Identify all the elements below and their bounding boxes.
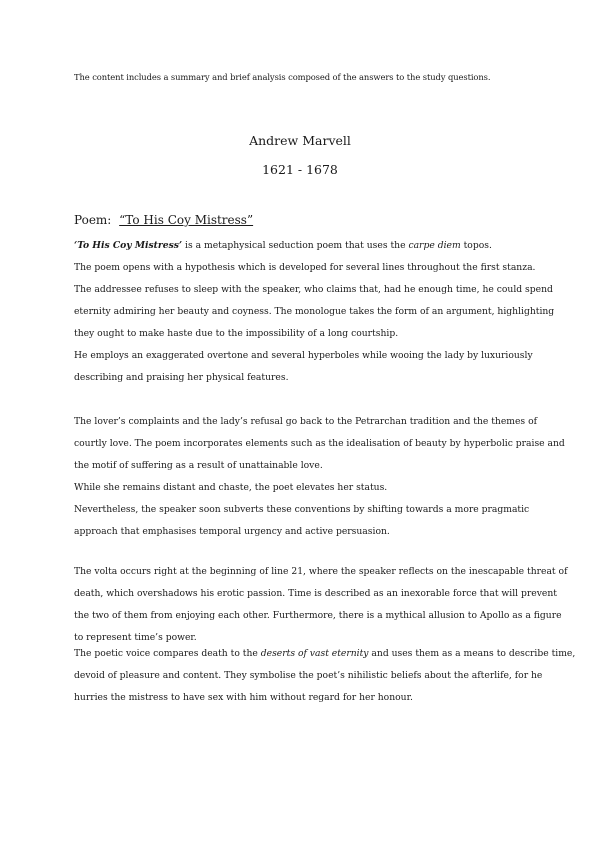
author-name: Andrew Marvell: [249, 133, 351, 148]
poem-title: “To His Coy Mistress”: [119, 213, 254, 227]
paragraph-3: [74, 561, 568, 649]
paragraph-line: death, which overshadows his erotic passion. Time is described as an inexorable force that will prevent: [74, 588, 557, 599]
poem-title-inline: ‘To His Coy Mistress’: [74, 240, 183, 251]
paragraph-line: The poem opens with a hypothesis which is developed for several lines throughout the first stanza.: [74, 262, 536, 273]
paragraph-2: [74, 411, 565, 543]
paragraph-line: describing and praising her physical features.: [74, 372, 289, 383]
author-dates: 1621 - 1678: [262, 162, 338, 177]
paragraph-4: [74, 643, 576, 709]
paragraph-line: While she remains distant and chaste, the poet elevates her status.: [74, 482, 388, 493]
paragraph-line: The lover’s complaints and the lady’s refusal go back to the Petrarchan tradition and the themes of: [74, 416, 537, 427]
paragraph-line: Nevertheless, the speaker soon subverts these conventions by shifting towards a more pragmatic: [74, 504, 530, 515]
deserts-term: deserts of vast eternity: [260, 648, 369, 659]
poem-label: Poem:: [74, 213, 112, 227]
paragraph-line: ‘To His Coy Mistress’ is a metaphysical seduction poem that uses the carpe diem topos.: [74, 240, 492, 251]
paragraph-line: eternity admiring her beauty and coyness. The monologue takes the form of an argument, highlighting: [74, 306, 555, 317]
paragraph-line: devoid of pleasure and content. They symbolise the poet’s nihilistic beliefs about the afterlife, for he: [74, 670, 543, 681]
paragraph-line: the two of them from enjoying each other. Furthermore, there is a mythical allusion to Apollo as a figure: [74, 610, 562, 621]
paragraph-line: to represent time’s power.: [74, 632, 197, 643]
paragraph-line: the motif of suffering as a result of unattainable love.: [74, 460, 323, 471]
paragraph-line: they ought to make haste due to the impossibility of a long courtship.: [74, 328, 399, 339]
carpe-diem-term: carpe diem: [408, 240, 461, 251]
intro-note: The content includes a summary and brief analysis composed of the answers to the study questions.: [74, 72, 491, 82]
paragraph-line: He employs an exaggerated overtone and several hyperboles while wooing the lady by luxuriously: [74, 350, 533, 361]
paragraph-line: The addressee refuses to sleep with the speaker, who claims that, had he enough time, he could spend: [74, 284, 553, 295]
poem-heading: [74, 213, 253, 227]
paragraph-line: hurries the mistress to have sex with him without regard for her honour.: [74, 692, 413, 703]
paragraph-line: courtly love. The poem incorporates elements such as the idealisation of beauty by hyperbolic praise and: [74, 438, 565, 449]
paragraph-line: The poetic voice compares death to the deserts of vast eternity and uses them as a means to describe time,: [74, 648, 576, 659]
paragraph-1: [74, 235, 555, 389]
paragraph-line: approach that emphasises temporal urgency and active persuasion.: [74, 526, 390, 537]
paragraph-line: The volta occurs right at the beginning of line 21, where the speaker reflects on the inescapable threat of: [74, 566, 568, 577]
